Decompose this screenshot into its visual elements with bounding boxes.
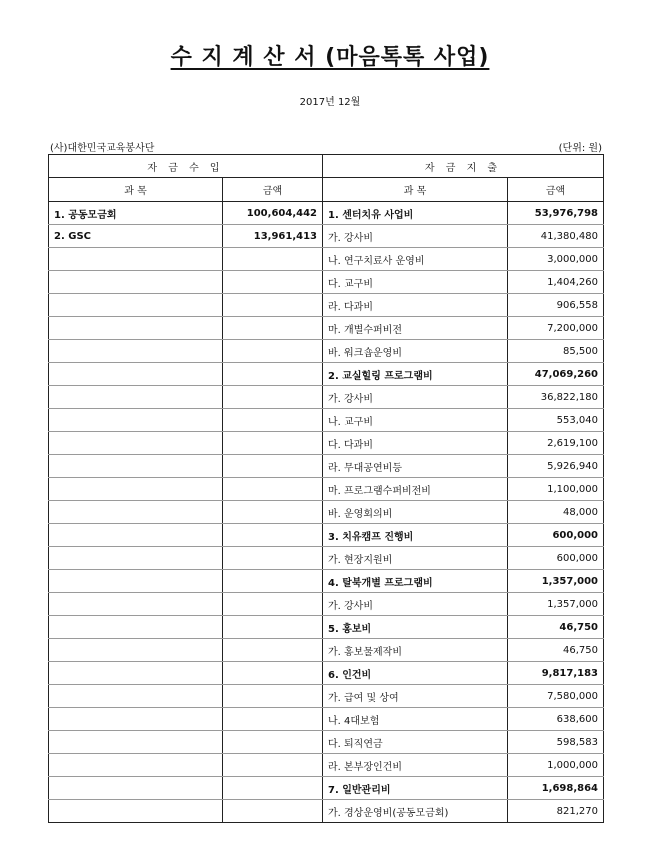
income-item-cell — [49, 363, 223, 386]
expense-item-cell: 5. 홍보비 — [323, 616, 508, 639]
table-row — [49, 754, 604, 777]
table-row — [49, 432, 604, 455]
statement-table — [48, 154, 604, 823]
expense-item-cell: 2. 교실힐링 프로그램비 — [323, 363, 508, 386]
income-amount-cell — [223, 524, 323, 547]
income-item-cell — [49, 593, 223, 616]
table-row — [49, 685, 604, 708]
income-amount-cell — [223, 271, 323, 294]
report-date: 2017년 12월 — [299, 97, 361, 108]
income-amount-cell — [223, 616, 323, 639]
income-item-cell — [49, 662, 223, 685]
expense-amount-cell: 1,698,864 — [508, 777, 604, 800]
expense-amount-cell: 7,580,000 — [508, 685, 604, 708]
expense-section-header: 자 금 지 출 — [323, 155, 604, 178]
expense-item-cell: 가. 급여 및 상여 — [323, 685, 508, 708]
expense-amount-cell: 9,817,183 — [508, 662, 604, 685]
expense-amount-cell: 48,000 — [508, 501, 604, 524]
expense-item-cell: 가. 현장지원비 — [323, 547, 508, 570]
expense-amount-cell: 3,000,000 — [508, 248, 604, 271]
income-item-cell — [49, 547, 223, 570]
income-item-cell — [49, 731, 223, 754]
income-item-cell — [49, 432, 223, 455]
income-amount-cell — [223, 708, 323, 731]
expense-item-cell: 나. 4대보험 — [323, 708, 508, 731]
income-amount-cell — [223, 593, 323, 616]
income-item-cell — [49, 616, 223, 639]
expense-item-cell: 가. 강사비 — [323, 593, 508, 616]
income-item-cell — [49, 455, 223, 478]
expense-amount-cell: 600,000 — [508, 547, 604, 570]
income-amount-cell — [223, 317, 323, 340]
income-amount-cell — [223, 800, 323, 823]
expense-item-cell: 가. 홍보물제작비 — [323, 639, 508, 662]
income-amount-cell: 13,961,413 — [223, 225, 323, 248]
income-amount-cell — [223, 294, 323, 317]
income-amount-cell: 100,604,442 — [223, 202, 323, 225]
income-amount-cell — [223, 386, 323, 409]
expense-amount-cell: 1,000,000 — [508, 754, 604, 777]
income-amount-cell — [223, 731, 323, 754]
expense-item-cell: 마. 프로그램수퍼비전비 — [323, 478, 508, 501]
income-item-cell — [49, 685, 223, 708]
table-row — [49, 478, 604, 501]
expense-amount-cell: 36,822,180 — [508, 386, 604, 409]
table-row — [49, 317, 604, 340]
income-item-cell — [49, 524, 223, 547]
expense-item-cell: 6. 인건비 — [323, 662, 508, 685]
table-row — [49, 662, 604, 685]
expense-item-cell: 다. 다과비 — [323, 432, 508, 455]
table-row — [49, 501, 604, 524]
income-item-cell — [49, 271, 223, 294]
expense-amount-cell: 47,069,260 — [508, 363, 604, 386]
income-item-cell — [49, 409, 223, 432]
income-section-header: 자 금 수 입 — [49, 155, 323, 178]
expense-item-header: 과 목 — [323, 178, 508, 202]
expense-item-cell: 3. 치유캠프 진행비 — [323, 524, 508, 547]
income-item-cell: 1. 공동모금회 — [49, 202, 223, 225]
income-item-cell — [49, 639, 223, 662]
expense-item-cell: 가. 강사비 — [323, 386, 508, 409]
expense-amount-cell: 1,100,000 — [508, 478, 604, 501]
income-item-cell — [49, 501, 223, 524]
expense-item-cell: 1. 센터치유 사업비 — [323, 202, 508, 225]
expense-item-cell: 가. 강사비 — [323, 225, 508, 248]
table-row — [49, 455, 604, 478]
expense-item-cell: 가. 경상운영비(공동모금회) — [323, 800, 508, 823]
income-item-cell — [49, 478, 223, 501]
expense-item-cell: 나. 교구비 — [323, 409, 508, 432]
expense-item-cell: 다. 교구비 — [323, 271, 508, 294]
expense-amount-cell: 821,270 — [508, 800, 604, 823]
expense-item-cell: 바. 워크숍운영비 — [323, 340, 508, 363]
table-row — [49, 248, 604, 271]
table-row — [49, 386, 604, 409]
expense-item-cell: 4. 탈북개별 프로그램비 — [323, 570, 508, 593]
income-item-header: 과 목 — [49, 178, 223, 202]
expense-amount-cell: 2,619,100 — [508, 432, 604, 455]
expense-amount-cell: 1,357,000 — [508, 593, 604, 616]
income-item-cell — [49, 317, 223, 340]
income-item-cell — [49, 294, 223, 317]
expense-amount-cell: 41,380,480 — [508, 225, 604, 248]
income-amount-cell — [223, 639, 323, 662]
table-row — [49, 547, 604, 570]
expense-amount-cell: 1,357,000 — [508, 570, 604, 593]
income-item-cell — [49, 248, 223, 271]
income-amount-cell — [223, 340, 323, 363]
expense-amount-cell: 5,926,940 — [508, 455, 604, 478]
income-item-cell — [49, 708, 223, 731]
table-row — [49, 708, 604, 731]
table-row — [49, 524, 604, 547]
income-item-cell — [49, 386, 223, 409]
column-header-row — [49, 178, 604, 202]
table-row — [49, 616, 604, 639]
table-row — [49, 731, 604, 754]
income-amount-cell — [223, 570, 323, 593]
income-amount-cell — [223, 478, 323, 501]
expense-amount-cell: 600,000 — [508, 524, 604, 547]
expense-amount-cell: 7,200,000 — [508, 317, 604, 340]
income-item-cell — [49, 340, 223, 363]
expense-amount-cell: 1,404,260 — [508, 271, 604, 294]
expense-item-cell: 라. 무대공연비등 — [323, 455, 508, 478]
organization-name: (사)대한민국교육봉사단 — [50, 143, 155, 154]
table-row — [49, 800, 604, 823]
income-item-cell — [49, 800, 223, 823]
income-amount-cell — [223, 363, 323, 386]
expense-amount-cell: 906,558 — [508, 294, 604, 317]
table-row — [49, 225, 604, 248]
income-amount-header: 금액 — [223, 178, 323, 202]
expense-amount-cell: 553,040 — [508, 409, 604, 432]
expense-item-cell: 라. 본부장인건비 — [323, 754, 508, 777]
income-amount-cell — [223, 685, 323, 708]
expense-amount-cell: 46,750 — [508, 639, 604, 662]
currency-unit: (단위: 원) — [558, 143, 602, 154]
income-item-cell: 2. GSC — [49, 225, 223, 248]
table-row — [49, 340, 604, 363]
income-amount-cell — [223, 455, 323, 478]
table-row — [49, 593, 604, 616]
expense-amount-cell: 53,976,798 — [508, 202, 604, 225]
expense-amount-cell: 85,500 — [508, 340, 604, 363]
section-header-row — [49, 155, 604, 178]
table-row — [49, 294, 604, 317]
table-row — [49, 409, 604, 432]
expense-amount-cell: 598,583 — [508, 731, 604, 754]
expense-item-cell: 나. 연구치료사 운영비 — [323, 248, 508, 271]
expense-amount-cell: 46,750 — [508, 616, 604, 639]
table-row — [49, 271, 604, 294]
income-item-cell — [49, 777, 223, 800]
expense-amount-cell: 638,600 — [508, 708, 604, 731]
income-amount-cell — [223, 547, 323, 570]
income-amount-cell — [223, 754, 323, 777]
expense-item-cell: 다. 퇴직연금 — [323, 731, 508, 754]
expense-item-cell: 바. 운영회의비 — [323, 501, 508, 524]
expense-item-cell: 라. 다과비 — [323, 294, 508, 317]
income-amount-cell — [223, 409, 323, 432]
income-amount-cell — [223, 248, 323, 271]
income-amount-cell — [223, 432, 323, 455]
income-amount-cell — [223, 662, 323, 685]
income-item-cell — [49, 754, 223, 777]
table-row — [49, 777, 604, 800]
statement-table-body — [49, 155, 604, 823]
table-row — [49, 639, 604, 662]
expense-item-cell: 7. 일반관리비 — [323, 777, 508, 800]
expense-amount-header: 금액 — [508, 178, 604, 202]
table-row — [49, 202, 604, 225]
document-title — [0, 40, 660, 71]
income-item-cell — [49, 570, 223, 593]
table-row — [49, 363, 604, 386]
document-title-text: 수 지 계 산 서 (마음톡톡 사업) — [170, 45, 490, 70]
income-amount-cell — [223, 777, 323, 800]
income-amount-cell — [223, 501, 323, 524]
table-row — [49, 570, 604, 593]
expense-item-cell: 마. 개별수퍼비전 — [323, 317, 508, 340]
